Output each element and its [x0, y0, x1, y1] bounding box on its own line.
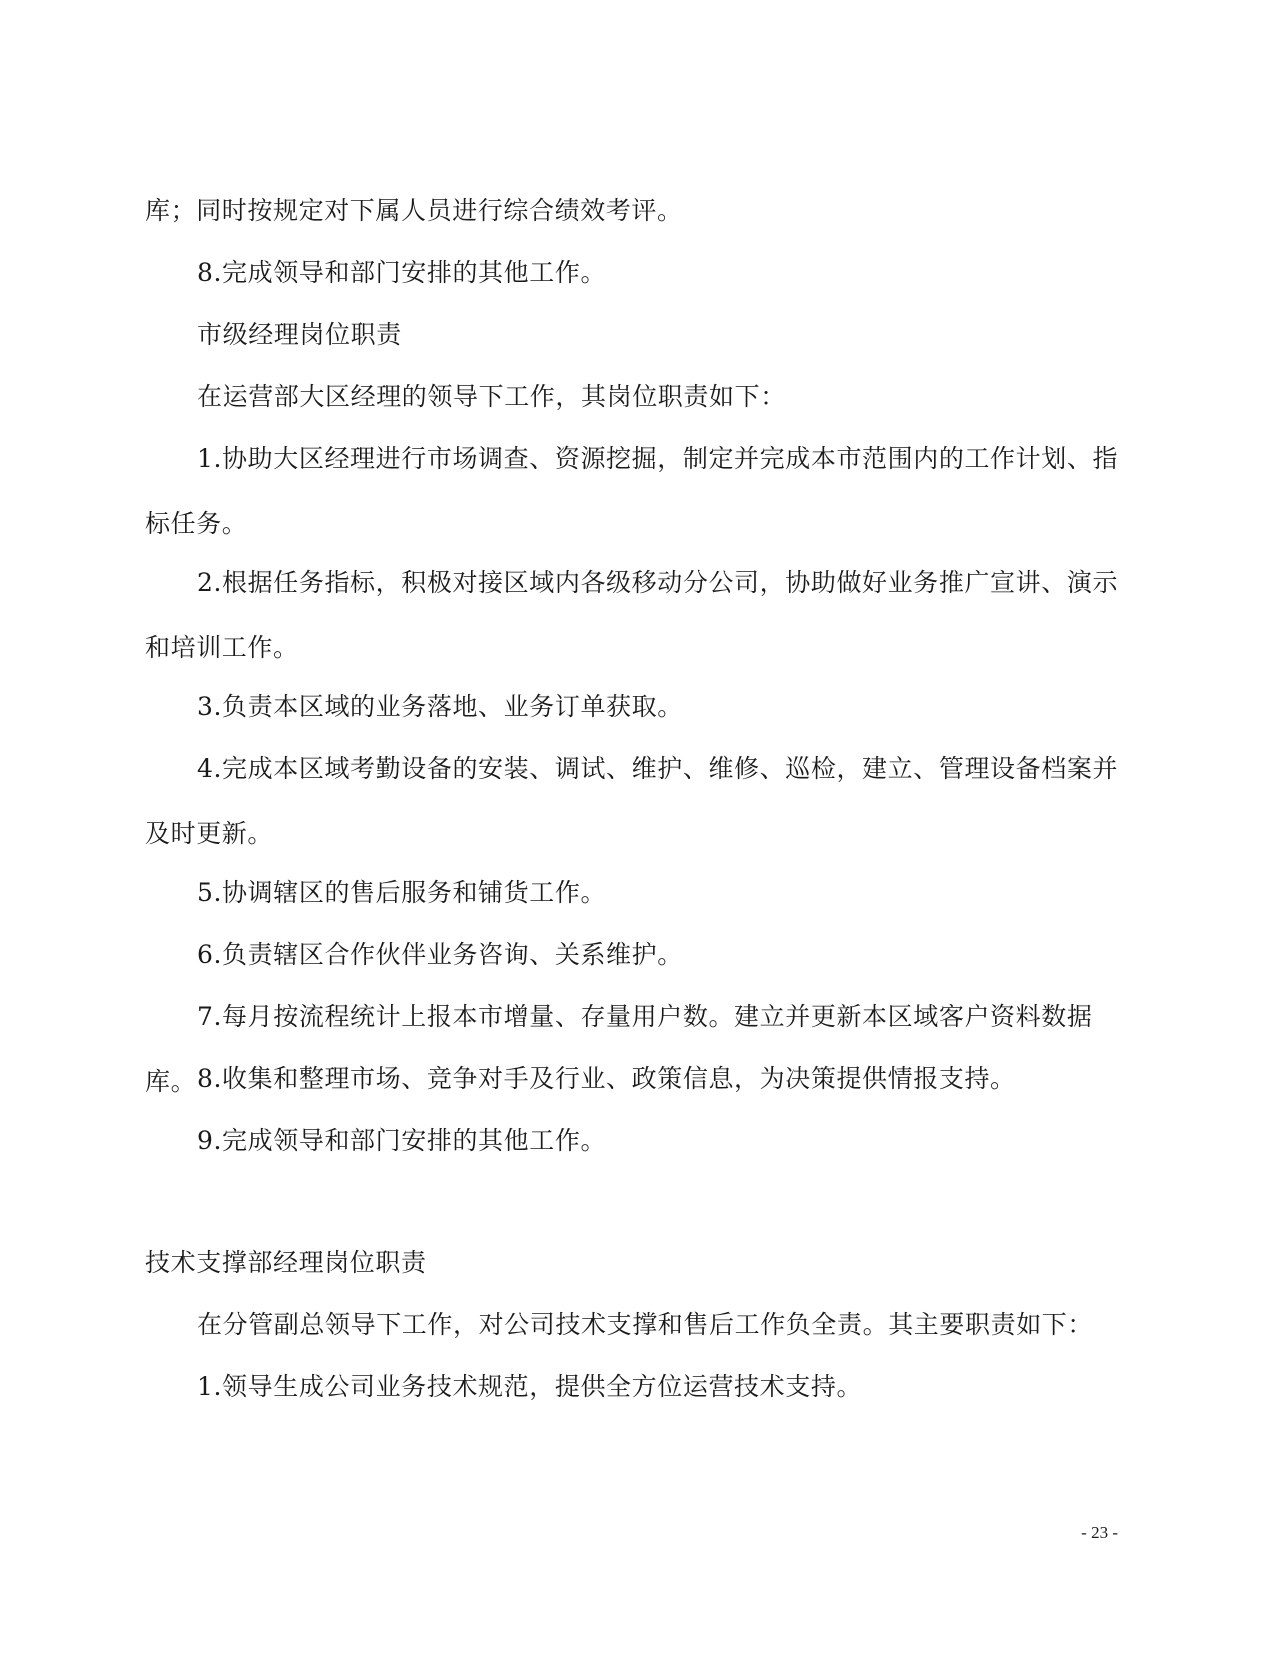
list-item: 5.协调辖区的售后服务和铺货工作。: [197, 878, 607, 907]
section-heading: 技术支撑部经理岗位职责: [145, 1248, 427, 1277]
section-intro: 在运营部大区经理的领导下工作，其岗位职责如下：: [197, 382, 786, 411]
list-item: 7.每月按流程统计上报本市增量、存量用户数。建立并更新本区域客户资料数据库。: [145, 1002, 1093, 1096]
section-intro: 在分管副总领导下工作，对公司技术支撑和售后工作负全责。其主要职责如下：: [197, 1310, 1094, 1339]
list-item: 1.领导生成公司业务技术规范，提供全方位运营技术支持。: [197, 1372, 863, 1401]
list-item: 6.负责辖区合作伙伴业务咨询、关系维护。: [197, 940, 683, 969]
list-item: 1.协助大区经理进行市场调查、资源挖掘，制定并完成本市范围内的工作计划、指标任务。: [145, 444, 1119, 538]
paragraph-continuation: 库；同时按规定对下属人员进行综合绩效考评。: [145, 196, 683, 225]
list-item: 4.完成本区域考勤设备的安装、调试、维护、维修、巡检，建立、管理设备档案并及时更新。: [145, 754, 1119, 848]
page-number: - 23 -: [1081, 1523, 1118, 1542]
list-item: 3.负责本区域的业务落地、业务订单获取。: [197, 692, 683, 721]
list-item: 2.根据任务指标，积极对接区域内各级移动分公司，协助做好业务推广宣讲、演示和培训工作。: [145, 568, 1119, 662]
list-item: 9.完成领导和部门安排的其他工作。: [197, 1126, 607, 1155]
list-item: 8.收集和整理市场、竞争对手及行业、政策信息，为决策提供情报支持。: [197, 1064, 1016, 1093]
section-heading: 市级经理岗位职责: [197, 320, 402, 349]
list-item: 8.完成领导和部门安排的其他工作。: [197, 258, 607, 287]
